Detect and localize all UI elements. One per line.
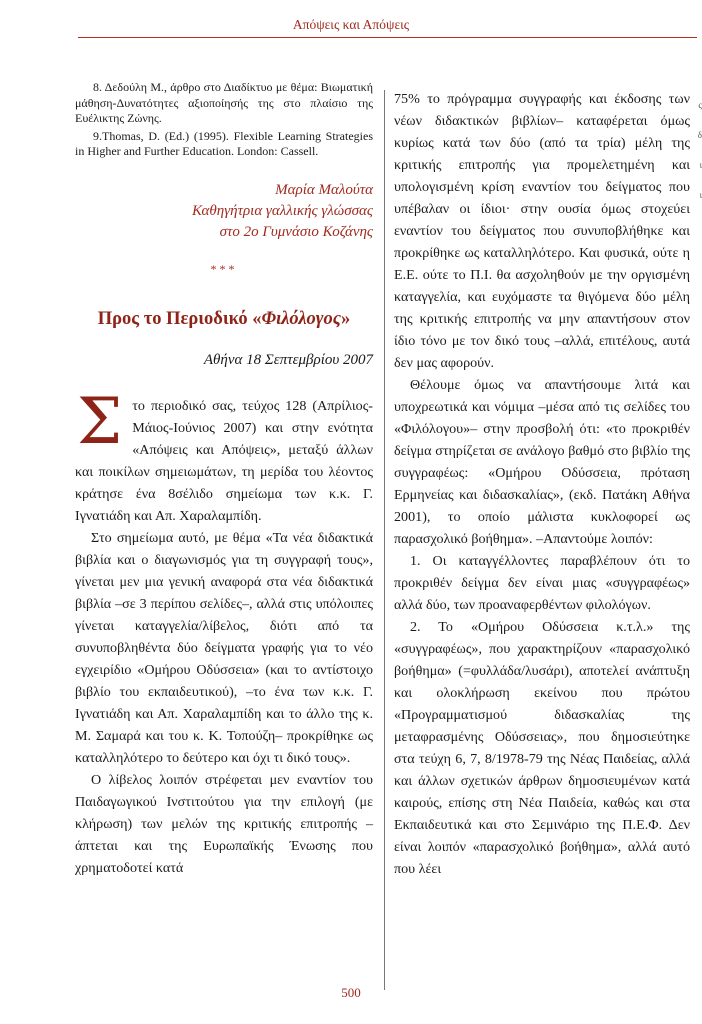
title-suffix: » [341, 308, 351, 329]
body-paragraph: Θέλουμε όμως να απαντήσουμε λιτά και υποχρεωτικά και νόμιμα –μέσα από τις σελίδες του «Φιλόλογου»– στην προσβολή ότι: «το προκριθέν δείγμα στηρίζεται σε ανάλογο βαθμό στο βιβλίο της συγγραφέως: «Ομήρου Οδύσσεια, πρόταση Ερμηνείας και διδασκαλίας», (εκδ. Πατάκη Αθήνα 2001), το οποίο μάλιστα κυκλοφορεί ως παρασχολικό βοήθημα». –Απαντούμε λοιπόν: [394, 377, 690, 547]
edge-mark: ι [699, 190, 702, 200]
body-paragraph: Στο σημείωμα αυτό, με θέμα «Τα νέα διδακτικά βιβλία και ο διαγωνισμός για τη συγγραφή τους», γίνεται μεν μια γενική αναφορά στα νέα διδακτικά βιβλία –σε 3 περίπου σελίδες–, αλλά στις υπόλοιπες γίνεται καταγγελία/λίβελος, διότι από τα συνυποβληθέντα δύο δείγματα γραφής για το νέο εγχειρίδιο «Ομήρου Οδύσσεια» (και το αντίστοιχο βιβλίο του εκπαιδευτικού), –το ένα των κ.κ. Γ. Ιγνατιάδη και Απ. Χαραλαμπίδη και το άλλο της κ. Μ. Σαμαρά και του κ. Κ. Τοπούζη– προκρίθηκε ως καταλληλότερο το δεύτερο και όχι τι δικό τους». [75, 529, 373, 766]
references-list [75, 80, 373, 160]
section-separator: *** [210, 261, 238, 276]
letter-date: Αθήνα 18 Σεπτεμβρίου 2007 [203, 351, 373, 368]
column-divider [384, 90, 385, 990]
title-journal: Φιλόλογος [261, 308, 342, 329]
reference-item: 8. Δεδούλη Μ., άρθρο στο Διαδίκτυο με θέμα: Βιωματική μάθηση-Δυνατότητες αξιοποίησής της στο πλαίσιο της Ευέλικτης Ζώνης. [75, 80, 373, 126]
body-paragraph: Ο λίβελος λοιπόν στρέφεται μεν εναντίον του Παιδαγωγικού Ινστιτούτου για την επιλογή (με κλήρωση) των μελών της κριτικής επιτροπής –άπτεται και της Ευρωπαϊκής Ένωσης που χρηματοδοτεί κατά [75, 771, 373, 876]
right-column [394, 80, 690, 979]
author-name: Μαρία Μαλούτα [275, 181, 373, 198]
body-paragraph [75, 384, 373, 527]
body-paragraph: 1. Οι καταγγέλλοντες παραβλέπουν ότι το προκριθέν δείγμα δεν είναι μιας «συγγραφέως» αλλά δύο, των προαναφερθέντων φιλολόγων. [394, 553, 690, 613]
author-school: στο 2ο Γυμνάσιο Κοζάνης [219, 223, 373, 240]
running-header: Απόψεις και Απόψεις [292, 17, 410, 32]
edge-mark: ι [699, 160, 702, 170]
left-column [75, 80, 373, 979]
drop-cap: Σ [77, 384, 123, 459]
page-number: 500 [341, 985, 361, 1000]
author-signature [75, 180, 373, 243]
body-paragraph: 2. Το «Ομήρου Οδύσσεια κ.τ.λ.» της «συγγραφέως», που χαρακτηρίζουν «παρασχολικό βοήθημα» (=φυλλάδα/λυσάρι), αποτελεί ανάπτυξη και ολοκλήρωση εκείνου που πρώτου «Προγραμματισμού διδασκαλίας της μεταφρασμένης Οδύσσειας», που δημοσιεύτηκε στα τεύχη 6, 7, 8/1978-79 της Νέας Παιδείας, αλλά και άλλων σχετικών άρθρων δημοσιευμένων κατά καιρούς, επίσης στη Νέα Παιδεία, καθώς και στα Εκπαιδευτικά και στο Σεμινάριο της Π.Ε.Φ. Δεν είναι λοιπόν «παρασχολικό βοήθημα», αλλά αυτό που λέει [394, 619, 690, 877]
edge-mark: ς [698, 100, 702, 110]
article-title [75, 309, 373, 330]
edge-mark: δ [697, 130, 702, 140]
header-rule [78, 37, 697, 38]
body-paragraph: 75% το πρόγραμμα συγγραφής και έκδοσης των νέων διδακτικών βιβλίων– καταφέρεται όμως κυρίως κατά των δύο (από τα τρία) μέλη της κριτικής επιτροπής για προμελετημένη και υπολογισμένη κρίση εναντίον του δείγματος που υπέβαλαν οι ίδιοι· στην ουσία όμως στοχεύει εναντίον του δείγματος που συνυποβλήθηκε και προκρίθηκε ως καταλληλότερο. Και φυσικά, ούτε η Ε.Ε. ούτε το Π.Ι. θα ασχοληθούν με την οργισμένη καταγγελία, και ευχόμαστε τα θιγόμενα δύο μέλη της κριτικής επιτροπής να μην απαντήσουν στον ίδιο τόνο με τον δικό τους –αλλά, επιτέλους, αυτά δεν μας αφορούν. [394, 91, 690, 371]
author-role: Καθηγήτρια γαλλικής γλώσσας [191, 202, 373, 219]
title-prefix: Προς το Περιοδικό « [97, 308, 262, 329]
reference-item: 9.Thomas, D. (Ed.) (1995). Flexible Learning Strategies in Higher and Further Education. London: Cassell. [75, 128, 373, 159]
right-body [394, 88, 690, 880]
left-body [75, 384, 373, 879]
paragraph-text: το περιοδικό σας, τεύχος 128 (Απρίλιος-Μάιος-Ιούνιος 2007) και στην ενότητα «Απόψεις και Απόψεις», μεταξύ άλλων και ποικίλων σημειωμάτων, τη μερίδα του λέοντος κράτησε ένα 8σέλιδο σημείωμα των κ.κ. Γ. Ιγνατιάδη και Απ. Χαραλαμπίδη. [75, 397, 373, 524]
cropped-edge-text [694, 90, 702, 210]
